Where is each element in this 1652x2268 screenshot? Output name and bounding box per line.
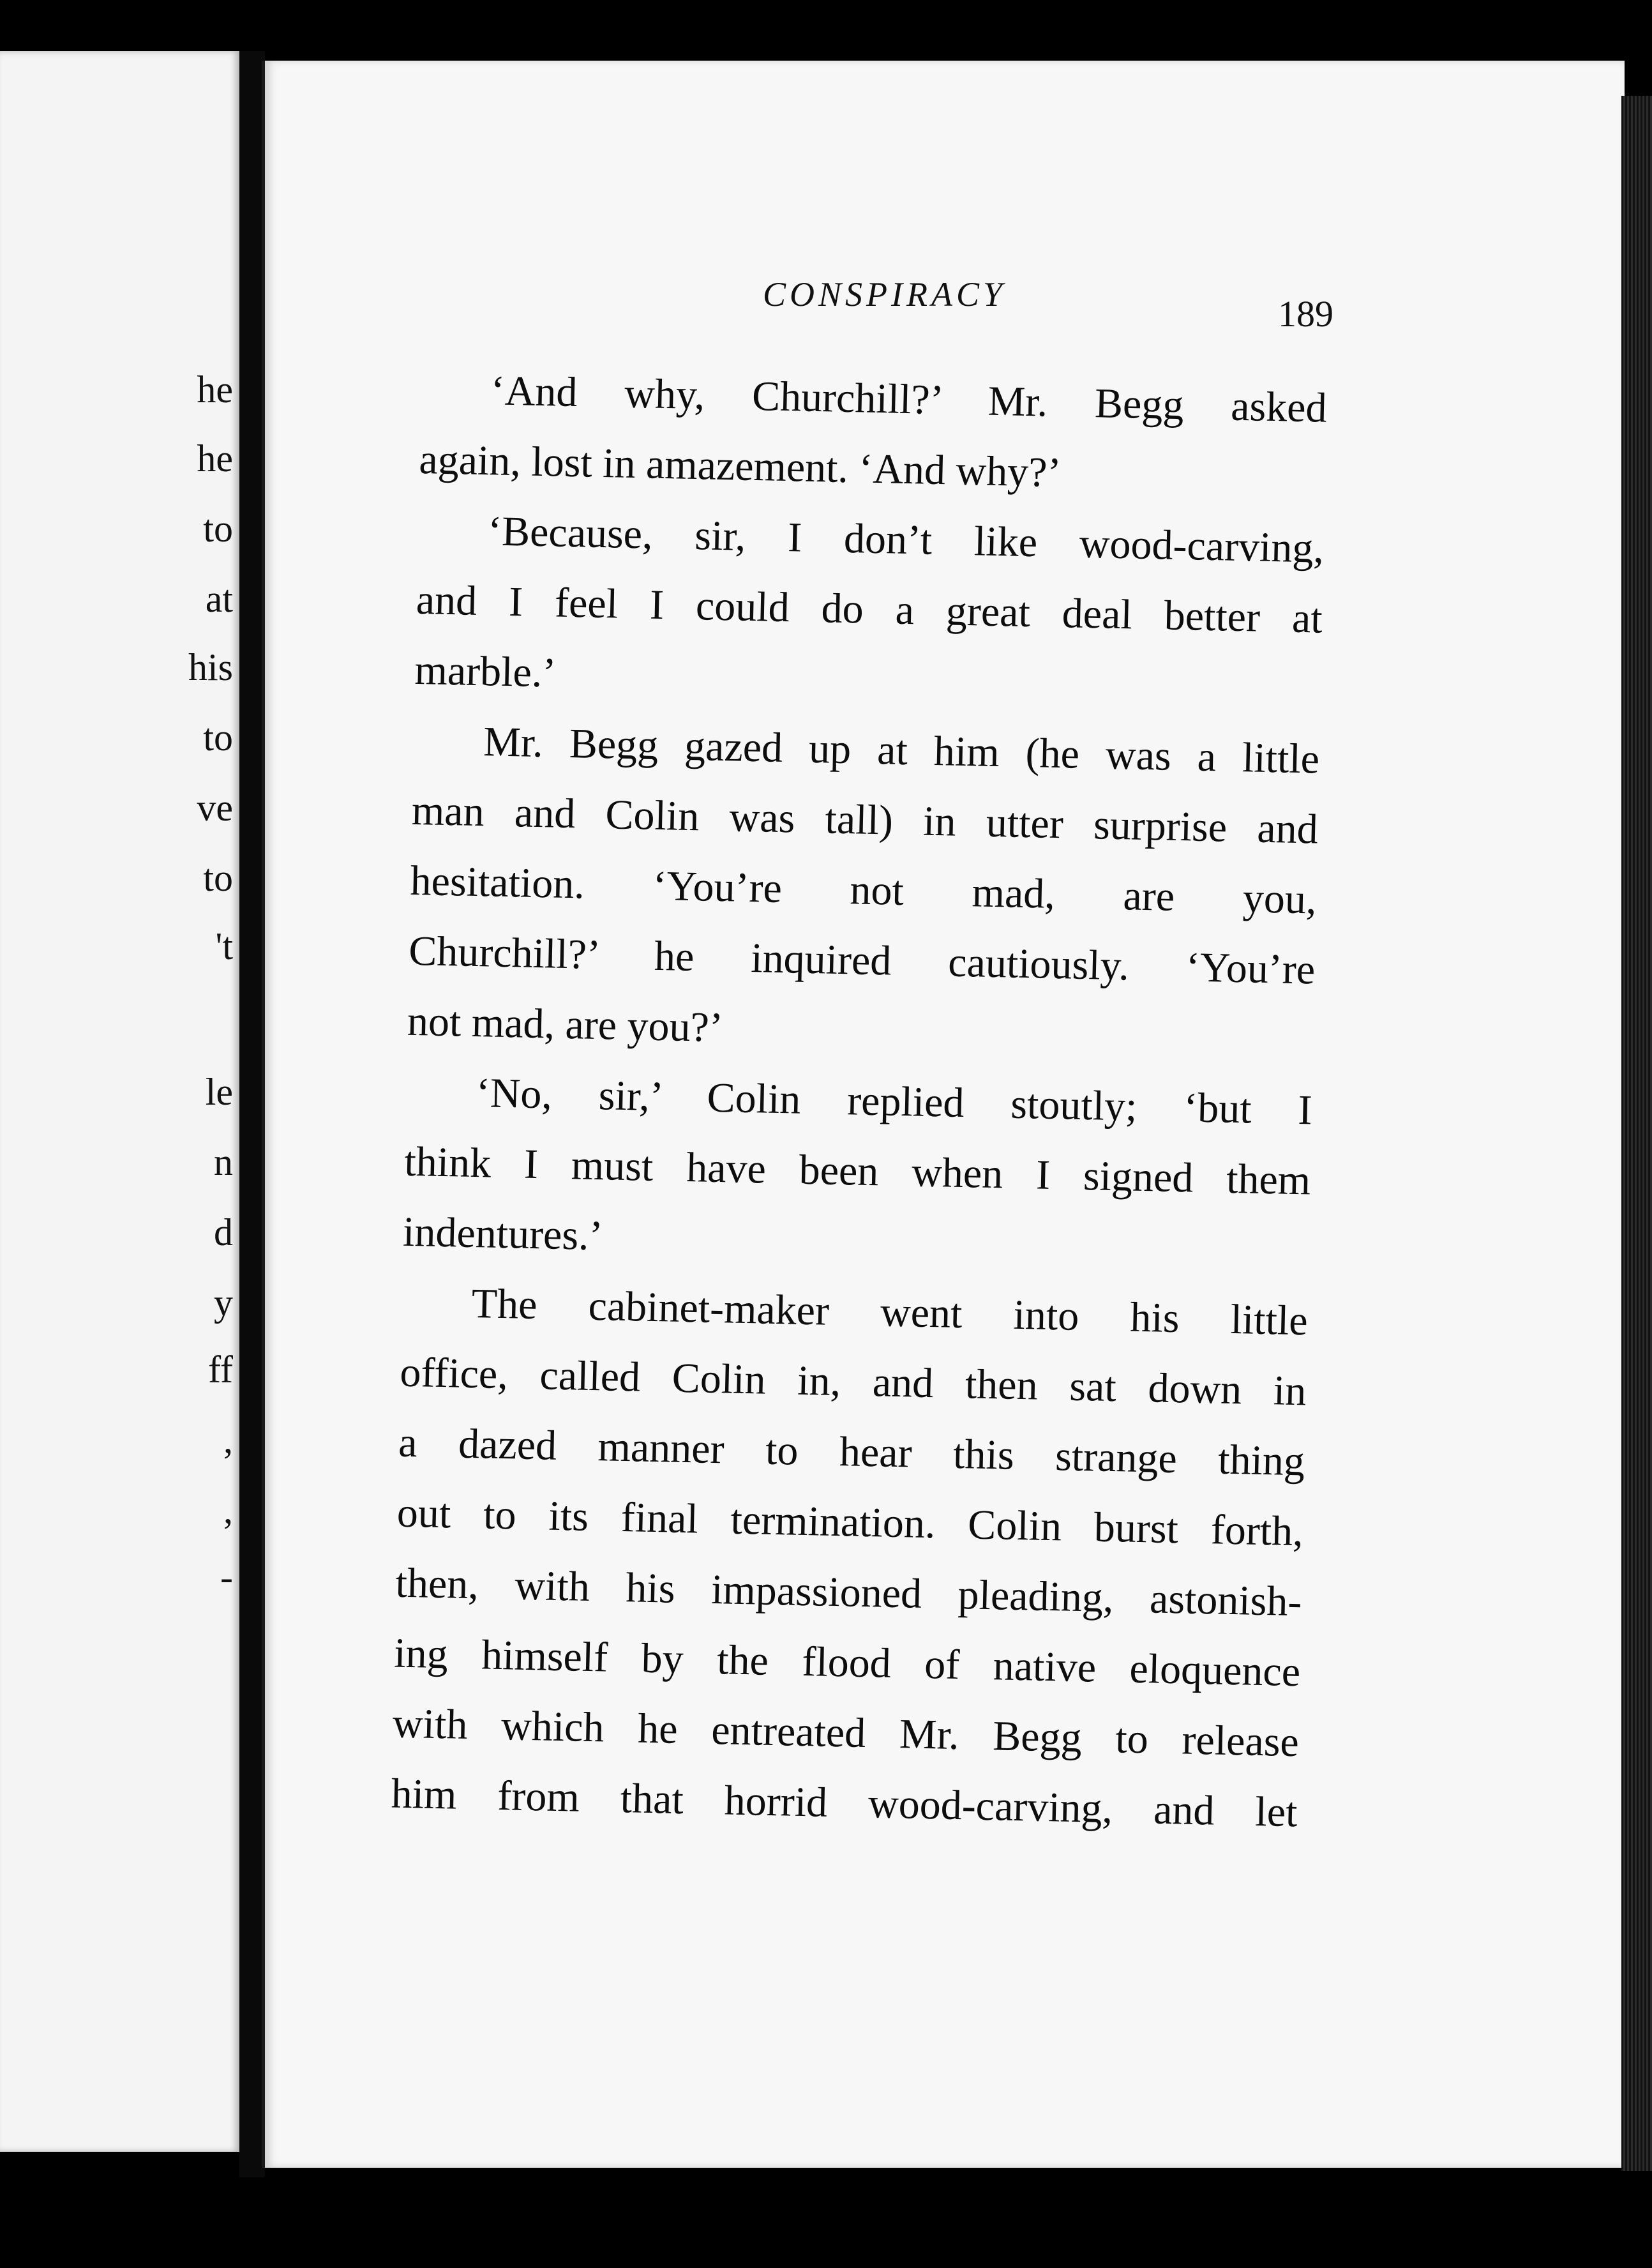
left-page-fragment: ff bbox=[208, 1349, 233, 1391]
body-text bbox=[391, 354, 1328, 1848]
left-page-fragment: n bbox=[214, 1141, 233, 1183]
running-head: CONSPIRACY bbox=[763, 275, 1007, 314]
text-line: think I must have been when I signed them bbox=[403, 1138, 1311, 1204]
text-line: hesitation. ‘You’re not mad, are you, bbox=[409, 857, 1318, 923]
text-line: with which he entreated Mr. Begg to release bbox=[392, 1700, 1300, 1766]
book-gutter bbox=[239, 51, 265, 2177]
left-page-fragment: 't bbox=[215, 925, 233, 967]
left-page-fragment: - bbox=[220, 1556, 233, 1598]
text-line: Mr. Begg gazed up at him (he was a little bbox=[483, 718, 1320, 783]
text-line: The cabinet-maker went into his little bbox=[471, 1280, 1309, 1345]
left-page-fragment: his bbox=[188, 646, 233, 688]
text-line: not mad, are you?’ bbox=[407, 997, 724, 1052]
left-page-fragment: at bbox=[205, 578, 233, 620]
text-line: ‘Because, sir, I don’t like wood-carving, bbox=[487, 508, 1325, 572]
text-line: ‘No, sir,’ Colin replied stoutly; ‘but I bbox=[476, 1070, 1313, 1134]
text-line: office, called Colin in, and then sat down in bbox=[399, 1349, 1307, 1415]
text-line: Churchill?’ he inquired cautiously. ‘You’re bbox=[408, 927, 1316, 994]
text-line: indentures.’ bbox=[402, 1208, 604, 1260]
text-line: man and Colin was tall) in utter surprise and bbox=[411, 787, 1319, 853]
left-page-fragment: to bbox=[203, 857, 233, 899]
text-line: marble.’ bbox=[414, 646, 557, 697]
left-page-fragment: , bbox=[223, 1419, 233, 1461]
text-line: ing himself by the flood of native eloquence bbox=[393, 1629, 1301, 1696]
text-line: again, lost in amazement. ‘And why?’ bbox=[418, 435, 1062, 497]
left-page-fragment: , bbox=[223, 1489, 233, 1531]
text-line: out to its final termination. Colin burst forth, bbox=[396, 1489, 1304, 1555]
left-page-fragment: d bbox=[214, 1211, 233, 1253]
page-edge bbox=[1621, 96, 1652, 2171]
left-page-fragment: he bbox=[197, 437, 233, 480]
text-line: him from that horrid wood-carving, and let bbox=[391, 1770, 1298, 1836]
left-page-fragment: he bbox=[197, 368, 233, 411]
left-page-fragment: y bbox=[214, 1281, 233, 1324]
text-line: then, with his impassioned pleading, astonish- bbox=[394, 1559, 1303, 1626]
left-page-fragment: le bbox=[205, 1071, 233, 1113]
left-page-fragment: to bbox=[203, 508, 233, 550]
left-page-fragment: to bbox=[203, 716, 233, 759]
left-page bbox=[0, 51, 242, 2152]
text-line: a dazed manner to hear this strange thing bbox=[398, 1419, 1305, 1485]
text-line: ‘And why, Churchill?’ Mr. Begg asked bbox=[490, 367, 1328, 432]
text-line: and I feel I could do a great deal better at bbox=[416, 576, 1323, 642]
page-number: 189 bbox=[1278, 293, 1333, 335]
left-page-fragment: ve bbox=[197, 787, 233, 829]
